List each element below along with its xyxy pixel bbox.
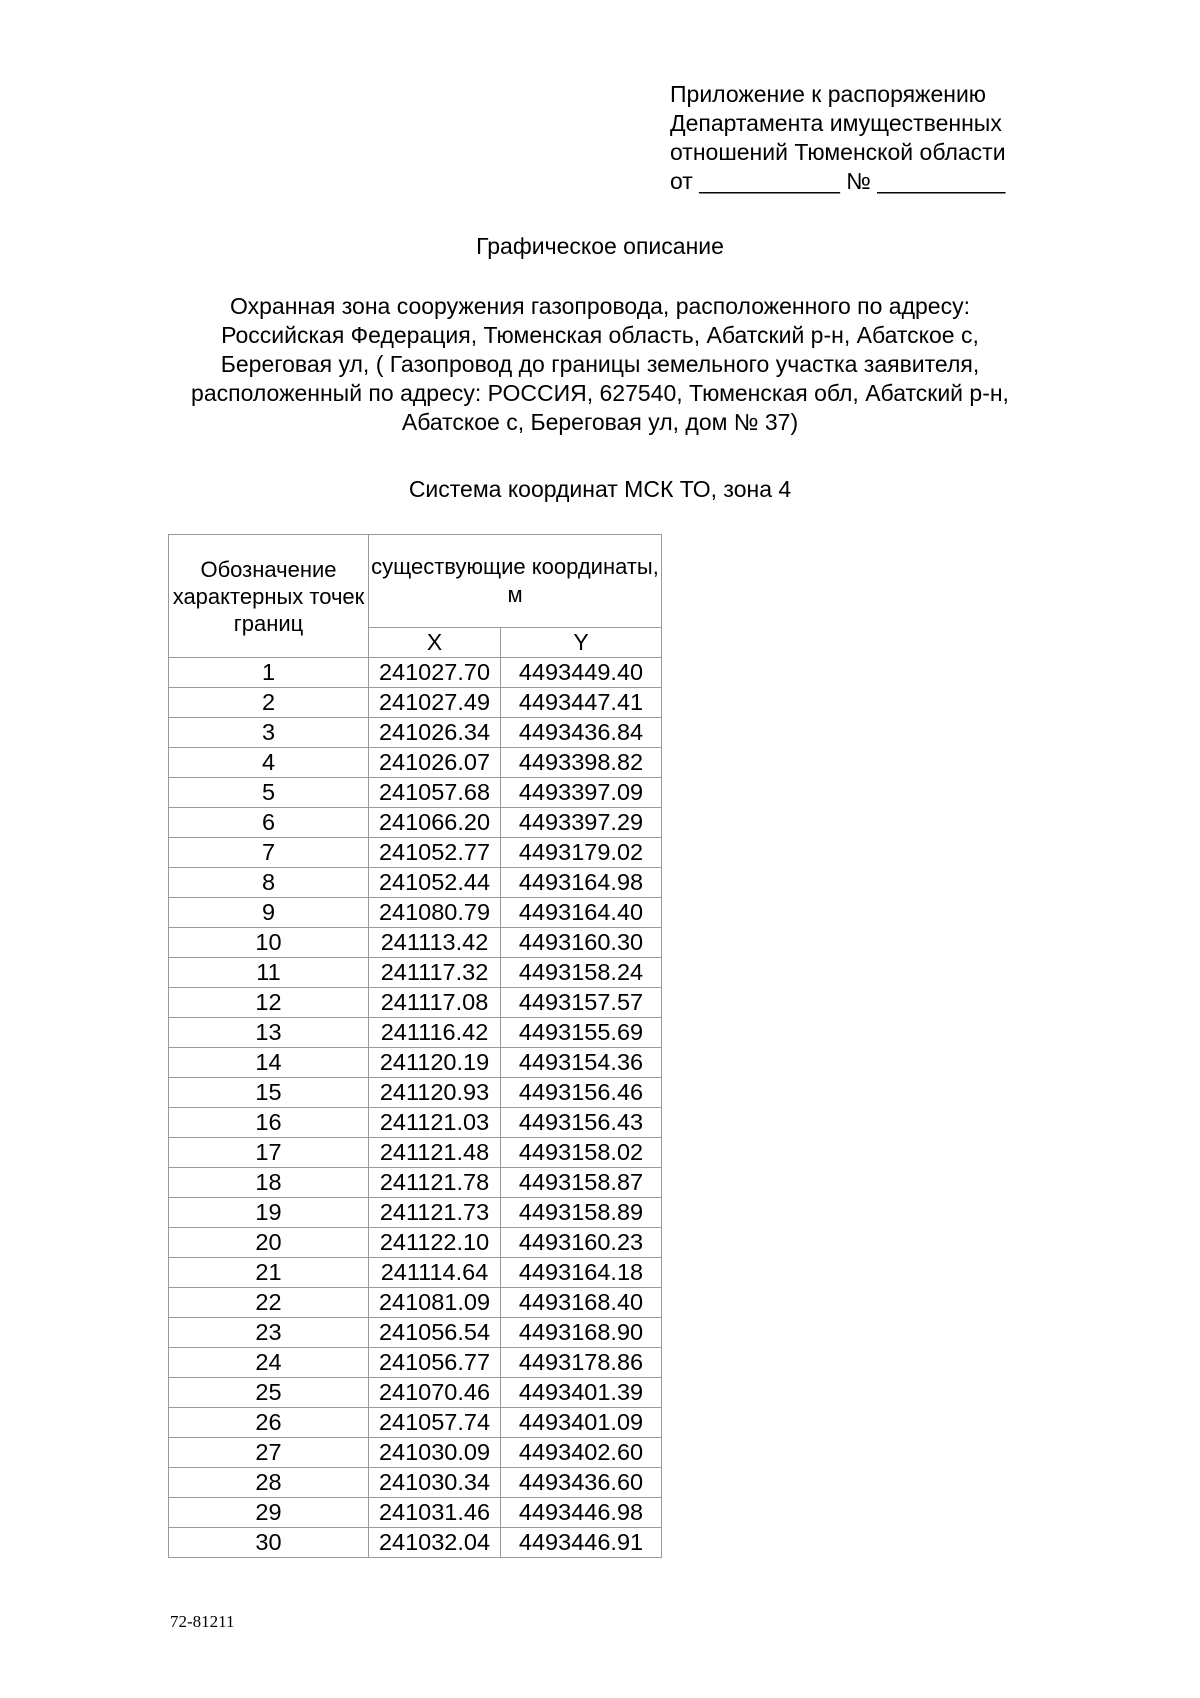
- point-number-cell: 21: [169, 1258, 369, 1288]
- table-row: [169, 658, 662, 688]
- document-title: Графическое описание: [476, 233, 724, 259]
- x-coordinate-cell: 241066.20: [369, 808, 501, 838]
- y-coordinate-cell: 4493446.98: [501, 1498, 662, 1528]
- document-number: 72-81211: [170, 1612, 235, 1631]
- y-coordinate-cell: 4493160.23: [501, 1228, 662, 1258]
- y-coordinate-cell: 4493158.89: [501, 1198, 662, 1228]
- y-coordinate-cell: 4493155.69: [501, 1018, 662, 1048]
- table-row: [169, 1438, 662, 1468]
- x-coordinate-cell: 241070.46: [369, 1378, 501, 1408]
- point-number-cell: 25: [169, 1378, 369, 1408]
- x-coordinate-cell: 241121.73: [369, 1198, 501, 1228]
- y-coordinate-cell: 4493158.24: [501, 958, 662, 988]
- table-row: [169, 1288, 662, 1318]
- y-coordinate-cell: 4493179.02: [501, 838, 662, 868]
- x-coordinate-cell: 241052.77: [369, 838, 501, 868]
- y-coordinate-cell: 4493402.60: [501, 1438, 662, 1468]
- point-number-cell: 2: [169, 688, 369, 718]
- point-number-cell: 5: [169, 778, 369, 808]
- table-row: [169, 778, 662, 808]
- x-coordinate-cell: 241031.46: [369, 1498, 501, 1528]
- table-row: [169, 748, 662, 778]
- table-row: [169, 688, 662, 718]
- y-coordinate-cell: 4493447.41: [501, 688, 662, 718]
- point-number-cell: 23: [169, 1318, 369, 1348]
- point-number-cell: 3: [169, 718, 369, 748]
- x-coordinate-cell: 241081.09: [369, 1288, 501, 1318]
- y-coordinate-cell: 4493168.40: [501, 1288, 662, 1318]
- coordinates-table: [168, 534, 662, 1558]
- appendix-header: [670, 80, 1006, 196]
- y-coordinate-cell: 4493397.29: [501, 808, 662, 838]
- x-coordinate-cell: 241114.64: [369, 1258, 501, 1288]
- point-number-cell: 30: [169, 1528, 369, 1558]
- x-coordinate-cell: 241121.78: [369, 1168, 501, 1198]
- x-coordinate-cell: 241121.48: [369, 1138, 501, 1168]
- x-coordinate-cell: 241117.32: [369, 958, 501, 988]
- point-number-cell: 15: [169, 1078, 369, 1108]
- table-row: [169, 1318, 662, 1348]
- appendix-line: отношений Тюменской области: [670, 139, 1006, 165]
- point-number-cell: 11: [169, 958, 369, 988]
- table-row: [169, 1528, 662, 1558]
- point-number-cell: 6: [169, 808, 369, 838]
- point-number-cell: 9: [169, 898, 369, 928]
- x-coordinate-cell: 241052.44: [369, 868, 501, 898]
- zone-description: [0, 292, 1200, 437]
- y-coordinate-cell: 4493164.40: [501, 898, 662, 928]
- y-coordinate-cell: 4493156.46: [501, 1078, 662, 1108]
- appendix-line: Приложение к распоряжению: [670, 81, 987, 107]
- x-coordinate-cell: 241116.42: [369, 1018, 501, 1048]
- point-number-cell: 13: [169, 1018, 369, 1048]
- coordinate-system-label: Система координат МСК ТО, зона 4: [408, 476, 792, 502]
- y-coordinate-cell: 4493449.40: [501, 658, 662, 688]
- point-number-cell: 17: [169, 1138, 369, 1168]
- description-line: Охранная зона сооружения газопровода, расположенного по адресу:: [230, 293, 970, 319]
- x-coordinate-cell: 241057.74: [369, 1408, 501, 1438]
- x-coordinate-cell: 241030.09: [369, 1438, 501, 1468]
- y-coordinate-cell: 4493397.09: [501, 778, 662, 808]
- x-coordinate-cell: 241057.68: [369, 778, 501, 808]
- point-number-cell: 12: [169, 988, 369, 1018]
- table-row: [169, 718, 662, 748]
- table-row: [169, 1108, 662, 1138]
- header-points: Обозначение характерных точек границ: [169, 535, 369, 658]
- y-coordinate-cell: 4493436.60: [501, 1468, 662, 1498]
- table-row: [169, 1258, 662, 1288]
- x-coordinate-cell: 241120.93: [369, 1078, 501, 1108]
- table-row: [169, 958, 662, 988]
- x-coordinate-cell: 241026.07: [369, 748, 501, 778]
- table-row: [169, 1468, 662, 1498]
- x-coordinate-cell: 241056.77: [369, 1348, 501, 1378]
- table-row: [169, 1078, 662, 1108]
- table-row: [169, 1168, 662, 1198]
- point-number-cell: 26: [169, 1408, 369, 1438]
- x-coordinate-cell: 241030.34: [369, 1468, 501, 1498]
- x-coordinate-cell: 241056.54: [369, 1318, 501, 1348]
- table-row: [169, 1498, 662, 1528]
- x-coordinate-cell: 241121.03: [369, 1108, 501, 1138]
- y-coordinate-cell: 4493158.87: [501, 1168, 662, 1198]
- point-number-cell: 24: [169, 1348, 369, 1378]
- table-row: [169, 898, 662, 928]
- point-number-cell: 29: [169, 1498, 369, 1528]
- point-number-cell: 19: [169, 1198, 369, 1228]
- y-coordinate-cell: 4493160.30: [501, 928, 662, 958]
- point-number-cell: 18: [169, 1168, 369, 1198]
- appendix-line: Департамента имущественных: [670, 110, 1002, 136]
- table-row: [169, 1198, 662, 1228]
- y-coordinate-cell: 4493156.43: [501, 1108, 662, 1138]
- x-coordinate-cell: 241026.34: [369, 718, 501, 748]
- point-number-cell: 14: [169, 1048, 369, 1078]
- x-coordinate-cell: 241117.08: [369, 988, 501, 1018]
- header-coordinates: существующие координаты, м: [369, 535, 662, 628]
- header-y: Y: [501, 628, 662, 658]
- table-row: [169, 808, 662, 838]
- table-body: [169, 658, 662, 1558]
- description-line: расположенный по адресу: РОССИЯ, 627540, Тюменская обл, Абатский р-н,: [191, 380, 1009, 406]
- point-number-cell: 16: [169, 1108, 369, 1138]
- y-coordinate-cell: 4493164.98: [501, 868, 662, 898]
- y-coordinate-cell: 4493164.18: [501, 1258, 662, 1288]
- appendix-date-number-line: от ___________ № __________: [670, 168, 1006, 194]
- point-number-cell: 20: [169, 1228, 369, 1258]
- y-coordinate-cell: 4493436.84: [501, 718, 662, 748]
- point-number-cell: 1: [169, 658, 369, 688]
- table-row: [169, 1018, 662, 1048]
- table-row: [169, 1048, 662, 1078]
- point-number-cell: 7: [169, 838, 369, 868]
- point-number-cell: 27: [169, 1438, 369, 1468]
- point-number-cell: 28: [169, 1468, 369, 1498]
- x-coordinate-cell: 241032.04: [369, 1528, 501, 1558]
- x-coordinate-cell: 241080.79: [369, 898, 501, 928]
- x-coordinate-cell: 241120.19: [369, 1048, 501, 1078]
- y-coordinate-cell: 4493178.86: [501, 1348, 662, 1378]
- y-coordinate-cell: 4493401.39: [501, 1378, 662, 1408]
- y-coordinate-cell: 4493158.02: [501, 1138, 662, 1168]
- table-row: [169, 1408, 662, 1438]
- x-coordinate-cell: 241113.42: [369, 928, 501, 958]
- point-number-cell: 22: [169, 1288, 369, 1318]
- x-coordinate-cell: 241027.49: [369, 688, 501, 718]
- y-coordinate-cell: 4493157.57: [501, 988, 662, 1018]
- table-row: [169, 1138, 662, 1168]
- x-coordinate-cell: 241027.70: [369, 658, 501, 688]
- description-line: Российская Федерация, Тюменская область, Абатский р-н, Абатское с,: [221, 322, 979, 348]
- point-number-cell: 4: [169, 748, 369, 778]
- table-row: [169, 868, 662, 898]
- table-row: [169, 988, 662, 1018]
- description-line: Абатское с, Береговая ул, дом № 37): [401, 409, 799, 435]
- table-row: [169, 838, 662, 868]
- table-row: [169, 1228, 662, 1258]
- x-coordinate-cell: 241122.10: [369, 1228, 501, 1258]
- point-number-cell: 10: [169, 928, 369, 958]
- table-row: [169, 1378, 662, 1408]
- table-row: [169, 928, 662, 958]
- point-number-cell: 8: [169, 868, 369, 898]
- y-coordinate-cell: 4493401.09: [501, 1408, 662, 1438]
- description-line: Береговая ул, ( Газопровод до границы земельного участка заявителя,: [220, 351, 980, 377]
- y-coordinate-cell: 4493446.91: [501, 1528, 662, 1558]
- header-x: X: [369, 628, 501, 658]
- table-row: [169, 1348, 662, 1378]
- y-coordinate-cell: 4493168.90: [501, 1318, 662, 1348]
- y-coordinate-cell: 4493398.82: [501, 748, 662, 778]
- y-coordinate-cell: 4493154.36: [501, 1048, 662, 1078]
